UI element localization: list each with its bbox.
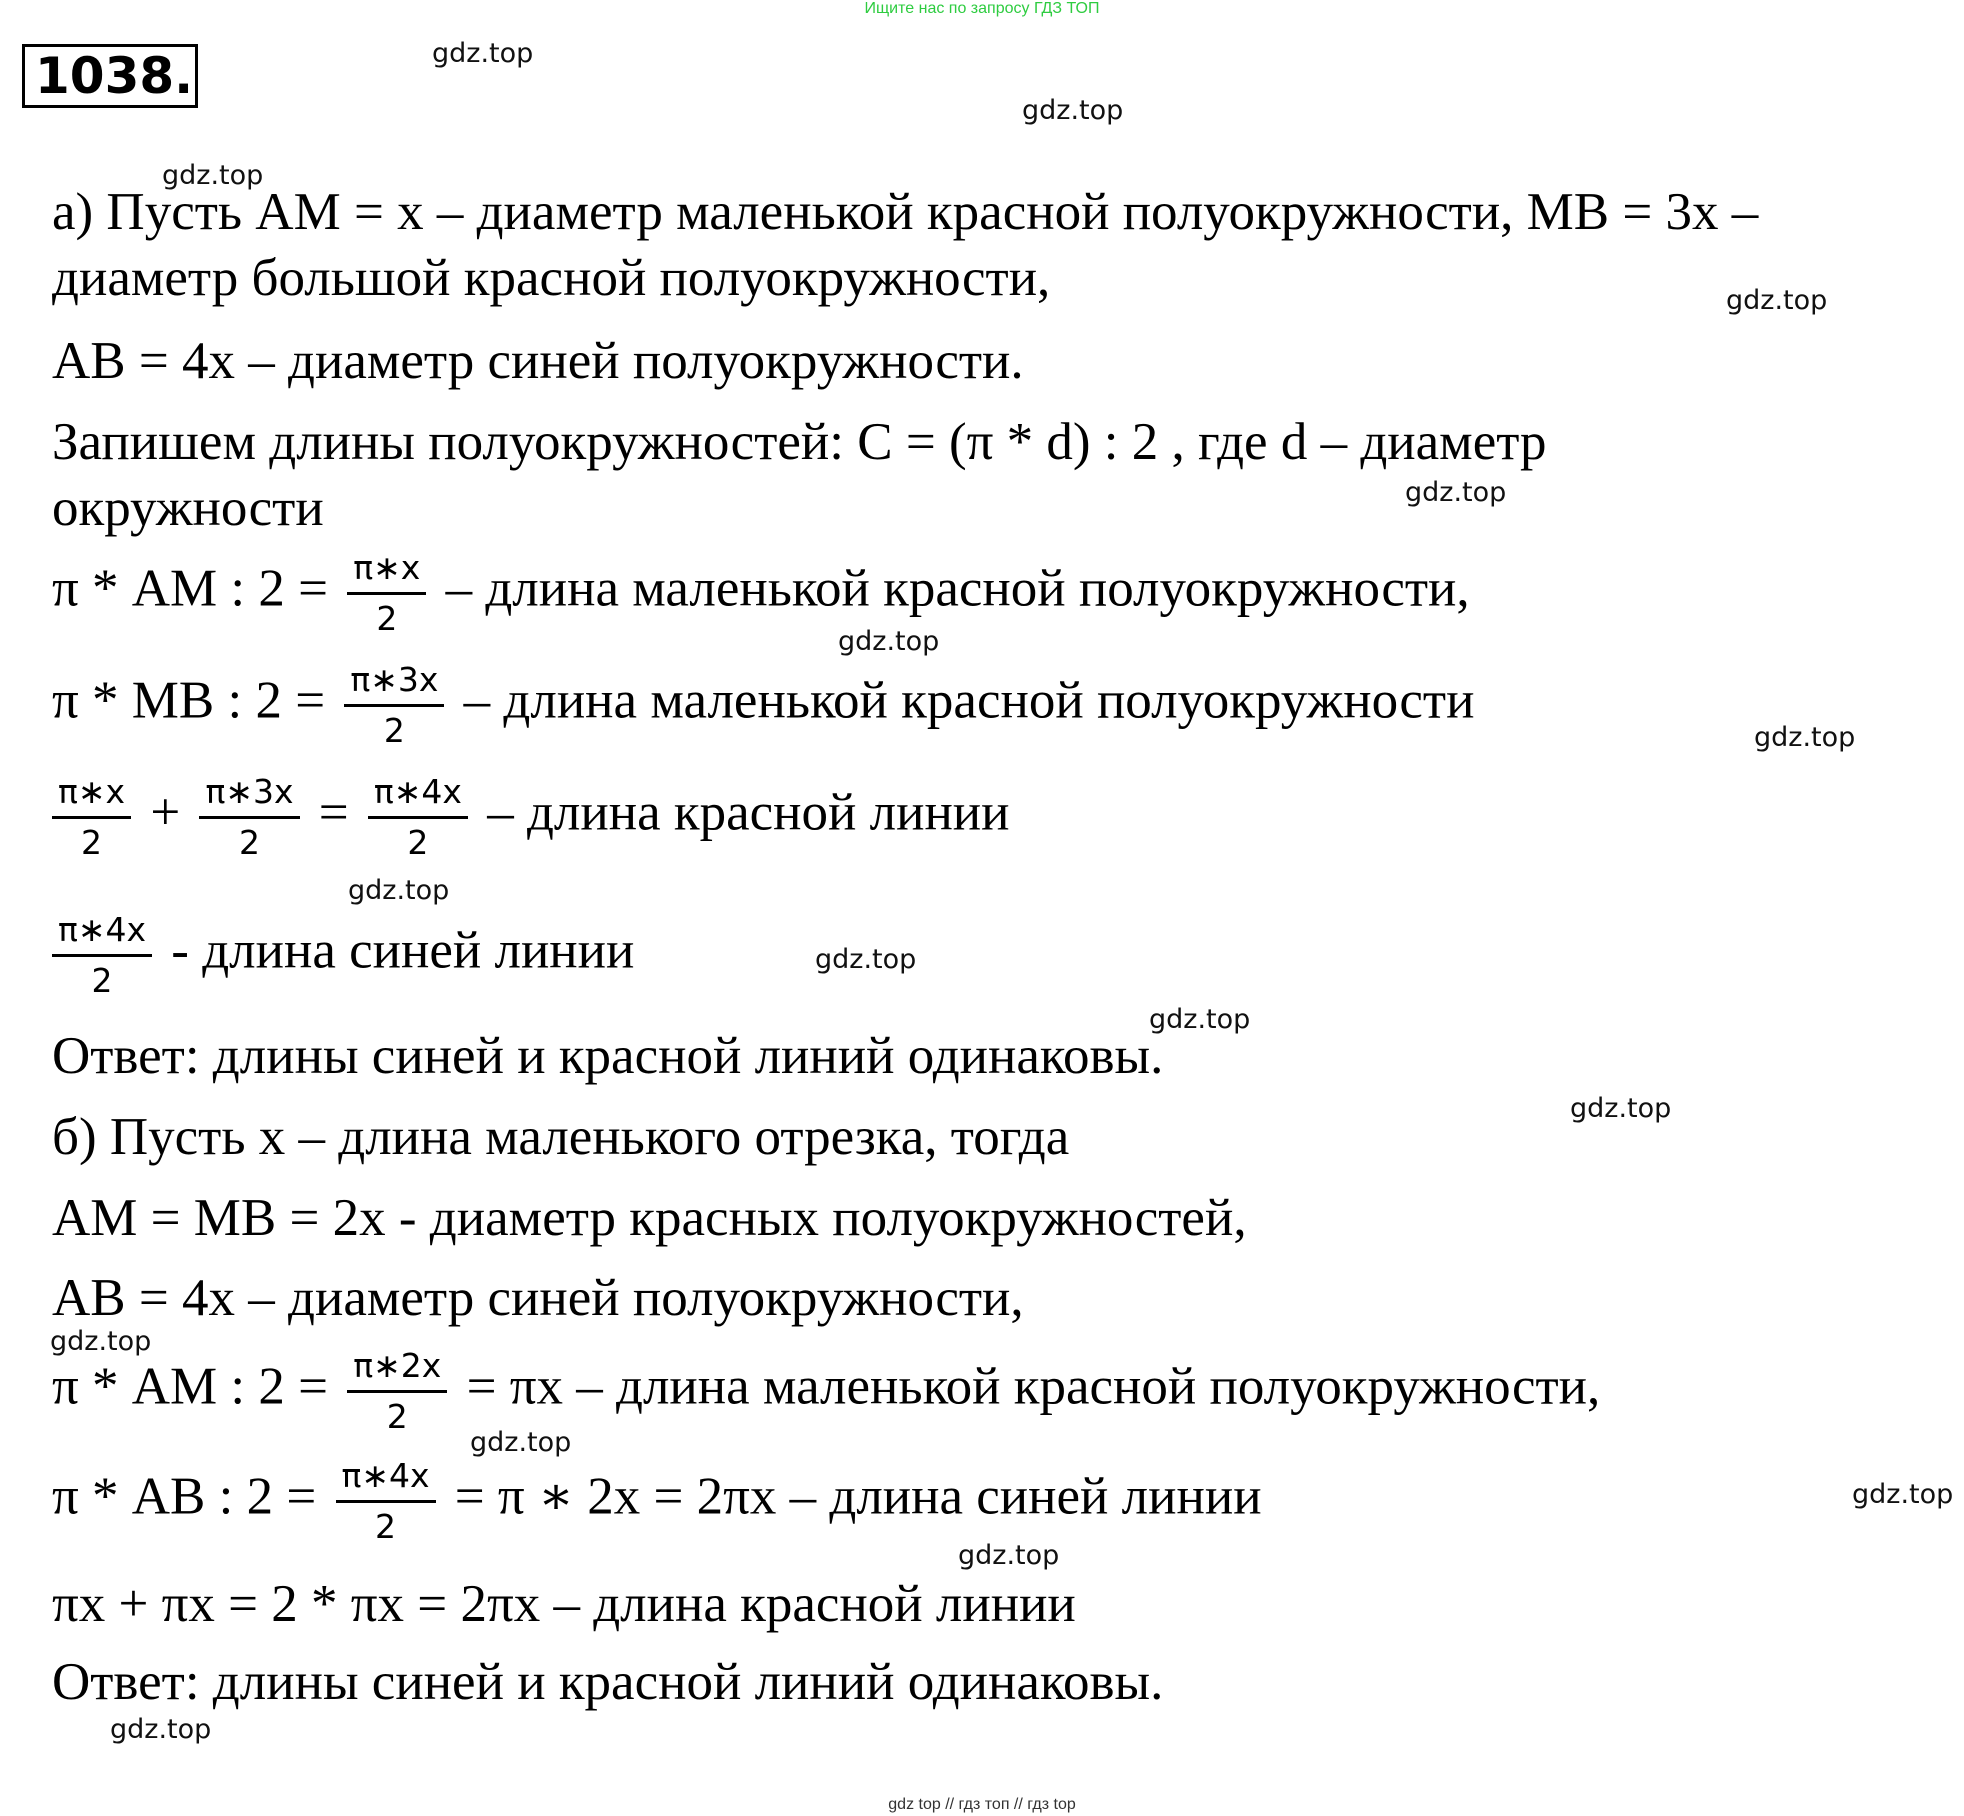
part-a-answer: Ответ: длины синей и красной линий одинаковы.: [52, 1027, 1164, 1085]
watermark: gdz.top: [1570, 1093, 1672, 1124]
fraction-numerator: π∗2x: [347, 1346, 447, 1393]
watermark: gdz.top: [1149, 1004, 1251, 1035]
watermark: gdz.top: [1405, 477, 1507, 508]
part-b-eq3: πx + πx = 2 * πx = 2πx – длина красной линии: [52, 1575, 1076, 1633]
part-a-line3: AB = 4x – диаметр синей полуокружности.: [52, 332, 1024, 390]
part-a-line2: диаметр большой красной полуокружности,: [52, 249, 1051, 307]
watermark: gdz.top: [50, 1326, 152, 1357]
fraction-denominator: 2: [376, 598, 398, 638]
fraction-denominator: 2: [407, 822, 429, 862]
watermark: gdz.top: [162, 160, 264, 191]
fraction-numerator: π∗3x: [199, 772, 299, 819]
footer: gdz top // гдз топ // гдз top: [888, 1796, 1076, 1813]
eq-prefix: π * AB : 2 =: [52, 1467, 317, 1526]
fraction: [368, 772, 468, 862]
watermark: gdz.top: [958, 1540, 1060, 1571]
fraction-numerator: π∗4x: [336, 1456, 436, 1503]
watermark: gdz.top: [1022, 95, 1124, 126]
part-b-line1: б) Пусть x – длина маленького отрезка, тогда: [52, 1108, 1070, 1166]
equals-sign: =: [318, 783, 349, 842]
eq-prefix: π * AM : 2 =: [52, 559, 329, 618]
eq-suffix: - длина синей линии: [171, 921, 635, 980]
part-b-eq1: [52, 1346, 1600, 1436]
eq-suffix: = π ∗ 2x = 2πx – длина синей линии: [454, 1467, 1262, 1526]
watermark: gdz.top: [815, 944, 917, 975]
fraction: [336, 1456, 436, 1546]
fraction: [199, 772, 299, 862]
fraction-denominator: 2: [238, 822, 260, 862]
fraction-numerator: π∗x: [347, 548, 426, 595]
eq-suffix: = πx – длина маленькой красной полуокружности,: [466, 1357, 1601, 1416]
fraction-denominator: 2: [81, 822, 103, 862]
fraction-numerator: π∗3x: [344, 660, 444, 707]
fraction: [347, 1346, 447, 1436]
part-b-line3: AB = 4x – диаметр синей полуокружности,: [52, 1269, 1024, 1327]
fraction-numerator: π∗4x: [52, 910, 152, 957]
part-b-answer: Ответ: длины синей и красной линий одинаковы.: [52, 1653, 1164, 1711]
fraction-denominator: 2: [91, 960, 113, 1000]
eq-suffix: – длина маленькой красной полуокружности: [463, 671, 1475, 730]
fraction-denominator: 2: [383, 710, 405, 750]
watermark: gdz.top: [348, 875, 450, 906]
eq-prefix: π * MB : 2 =: [52, 671, 326, 730]
top-banner: Ищите нас по запросу ГДЗ ТОП: [864, 0, 1100, 17]
fraction-numerator: π∗x: [52, 772, 131, 819]
watermark: gdz.top: [1852, 1479, 1954, 1510]
fraction: [52, 910, 152, 1000]
fraction: [52, 772, 131, 862]
part-b-eq2: [52, 1456, 1262, 1546]
part-a-eq1: [52, 548, 1470, 638]
fraction: [344, 660, 444, 750]
part-a-line5: окружности: [52, 479, 324, 537]
eq-prefix: π * AM : 2 =: [52, 1357, 329, 1416]
problem-number: 1038.: [22, 44, 198, 108]
part-b-line2: AM = MB = 2x - диаметр красных полуокружностей,: [52, 1189, 1247, 1247]
part-a-line4: Запишем длины полуокружностей: C = (π * d) : 2 , где d – диаметр: [52, 413, 1547, 471]
watermark: gdz.top: [470, 1427, 572, 1458]
fraction-denominator: 2: [375, 1506, 397, 1546]
eq-suffix: – длина красной линии: [487, 783, 1010, 842]
watermark: gdz.top: [110, 1714, 212, 1745]
part-a-eq4: [46, 910, 634, 1000]
fraction: [347, 548, 426, 638]
plus-sign: +: [150, 783, 181, 842]
part-a-eq3: [46, 772, 1010, 862]
part-a-line1: а) Пусть AM = x – диаметр маленькой красной полуокружности, MB = 3x –: [52, 183, 1759, 241]
fraction-denominator: 2: [386, 1396, 408, 1436]
watermark: gdz.top: [1726, 285, 1828, 316]
watermark: gdz.top: [838, 626, 940, 657]
fraction-numerator: π∗4x: [368, 772, 468, 819]
part-a-eq2: [52, 660, 1474, 750]
watermark: gdz.top: [432, 38, 534, 69]
eq-suffix: – длина маленькой красной полуокружности,: [445, 559, 1470, 618]
watermark: gdz.top: [1754, 722, 1856, 753]
